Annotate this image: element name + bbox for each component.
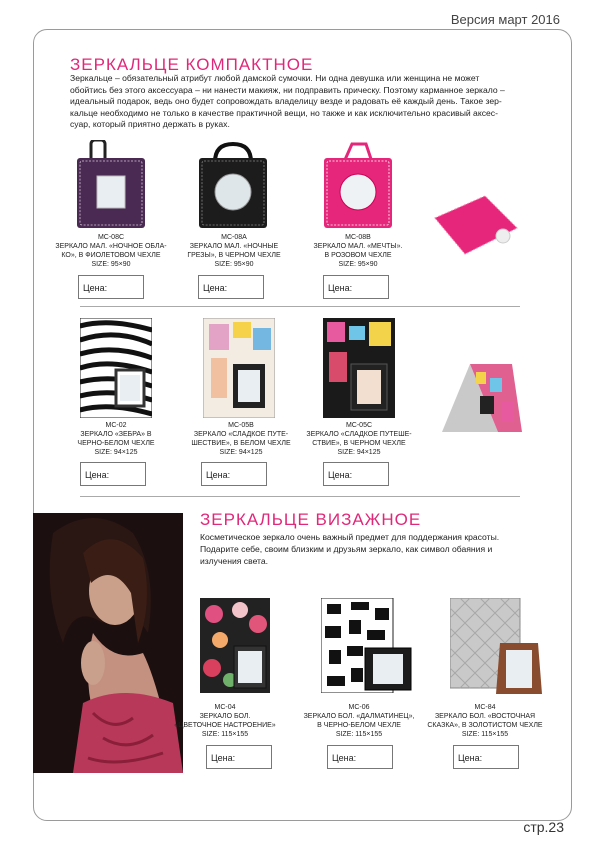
product-caption (294, 421, 424, 457)
product-name-line: ЧЕРНО-БЕЛОМ ЧЕХЛЕ (77, 440, 155, 447)
intro-line: кальце необходимо не только в качестве практичной вещи, но также и как исключительно красивый аксес- (70, 107, 498, 118)
divider (80, 496, 520, 497)
section-intro-compact (70, 73, 535, 131)
price-field[interactable]: Цена: (201, 462, 267, 486)
product-size: SIZE: 94×125 (94, 449, 138, 456)
product-code: MC-08A (221, 234, 247, 241)
section-title-vanity: ЗЕРКАЛЬЦЕ ВИЗАЖНОЕ (200, 510, 422, 529)
product-image-mc05c (323, 318, 395, 418)
version-label: Версия март 2016 (450, 12, 560, 27)
product-size: SIZE: 115×155 (335, 731, 383, 738)
product-caption (294, 703, 424, 739)
product-name-line: ЗЕРКАЛО МАЛ. «НОЧНОЕ ОБЛА- (55, 243, 167, 250)
product-image-mc04 (200, 598, 270, 693)
product-name-line: ШЕСТВИЕ», В БЕЛОМ ЧЕХЛЕ (191, 440, 291, 447)
product-name-line: ЗЕРКАЛО «ЗЕБРА» В (80, 431, 152, 438)
intro-line: обойтись без этого аксессуара – ни нанести макияж, ни подправить прическу. Поэтому карманное зеркало – (70, 84, 505, 95)
intro-line: Подарите себе, своим близким и друзьям зеркало, как символ обаяния и (200, 544, 493, 554)
product-size: SIZE: 95×90 (338, 261, 378, 268)
product-image-mc05-extra (432, 360, 527, 435)
section-title-compact: ЗЕРКАЛЬЦЕ КОМПАКТНОЕ (70, 55, 314, 74)
product-name-line: СКАЗКА», В ЗОЛОТИСТОМ ЧЕХЛЕ (427, 722, 543, 729)
price-field[interactable]: Цена: (80, 462, 146, 486)
page-number: стр.23 (523, 819, 564, 835)
intro-line: излучения света. (200, 556, 269, 566)
product-code: MC-84 (474, 704, 496, 711)
product-caption (176, 421, 306, 457)
product-image-mc02 (80, 318, 152, 418)
product-size: SIZE: 115×155 (201, 731, 249, 738)
product-image-mc05b (203, 318, 275, 418)
intro-line: Зеркальце – обязательный атрибут любой дамской сумочки. Ни одна девушка или женщина не может (70, 73, 480, 83)
price-field[interactable]: Цена: (327, 745, 393, 769)
product-size: SIZE: 94×125 (337, 449, 381, 456)
product-image-mc08b (322, 140, 394, 230)
price-field[interactable]: Цена: (198, 275, 264, 299)
product-image-pink-extra (425, 188, 525, 263)
product-image-mc84 (450, 598, 545, 698)
product-name-line: В РОЗОВОМ ЧЕХЛЕ (324, 252, 392, 259)
product-name-line: В ЧЕРНО-БЕЛОМ ЧЕХЛЕ (317, 722, 401, 729)
product-name-line: СТВИЕ», В ЧЕРНОМ ЧЕХЛЕ (312, 440, 406, 447)
product-size: SIZE: 95×90 (214, 261, 254, 268)
product-name-line: ЗЕРКАЛО БОЛ. «ДАЛМАТИНЕЦ», (303, 713, 415, 720)
product-name-line: ЗЕРКАЛО МАЛ. «НОЧНЫЕ (189, 243, 279, 250)
product-name-line: ЗЕРКАЛО «СЛАДКОЕ ПУТЕ- (193, 431, 289, 438)
product-code: MC-02 (105, 422, 127, 429)
product-name-line: ЗЕРКАЛО БОЛ. (199, 713, 251, 720)
product-caption (293, 233, 423, 269)
section-intro-vanity (200, 531, 530, 567)
product-caption (420, 703, 550, 739)
price-field[interactable]: Цена: (78, 275, 144, 299)
price-field[interactable]: Цена: (323, 275, 389, 299)
product-image-mc08a (197, 140, 269, 230)
product-code: MC-05C (345, 422, 373, 429)
divider (80, 306, 520, 307)
product-name-line: КО», В ФИОЛЕТОВОМ ЧЕХЛЕ (61, 252, 161, 259)
product-name-line: ЗЕРКАЛО «СЛАДКОЕ ПУТЕШЕ- (306, 431, 412, 438)
product-name-line: «ЦВЕТОЧНОЕ НАСТРОЕНИЕ» (174, 722, 276, 729)
price-field[interactable]: Цена: (453, 745, 519, 769)
product-image-mc08c (75, 140, 147, 230)
product-size: SIZE: 115×155 (461, 731, 509, 738)
product-image-mc06 (321, 598, 416, 693)
product-code: MC-05B (228, 422, 254, 429)
product-name-line: ЗЕРКАЛО МАЛ. «МЕЧТЫ». (313, 243, 403, 250)
product-code: MC-06 (348, 704, 370, 711)
intro-line: Косметическое зеркало очень важный предмет для поддержания красоты. (200, 532, 500, 542)
product-size: SIZE: 95×90 (91, 261, 131, 268)
product-size: SIZE: 94×125 (219, 449, 263, 456)
product-caption (46, 233, 176, 269)
product-caption (160, 703, 290, 739)
product-name-line: ЗЕРКАЛО БОЛ. «ВОСТОЧНАЯ (434, 713, 536, 720)
intro-line: суар, который приятно держать в руках. (70, 119, 230, 129)
product-caption (51, 421, 181, 457)
price-field[interactable]: Цена: (323, 462, 389, 486)
product-code: MC-08C (97, 234, 125, 241)
product-name-line: ГРЕЗЫ», В ЧЕРНОМ ЧЕХЛЕ (187, 252, 281, 259)
product-code: MC-08B (345, 234, 371, 241)
price-field[interactable]: Цена: (206, 745, 272, 769)
product-caption (169, 233, 299, 269)
product-code: MC-04 (214, 704, 236, 711)
intro-line: идеальный подарок, ведь оно будет сопровождать владелицу везде и радовать её каждый день. Такое зер- (70, 96, 502, 106)
